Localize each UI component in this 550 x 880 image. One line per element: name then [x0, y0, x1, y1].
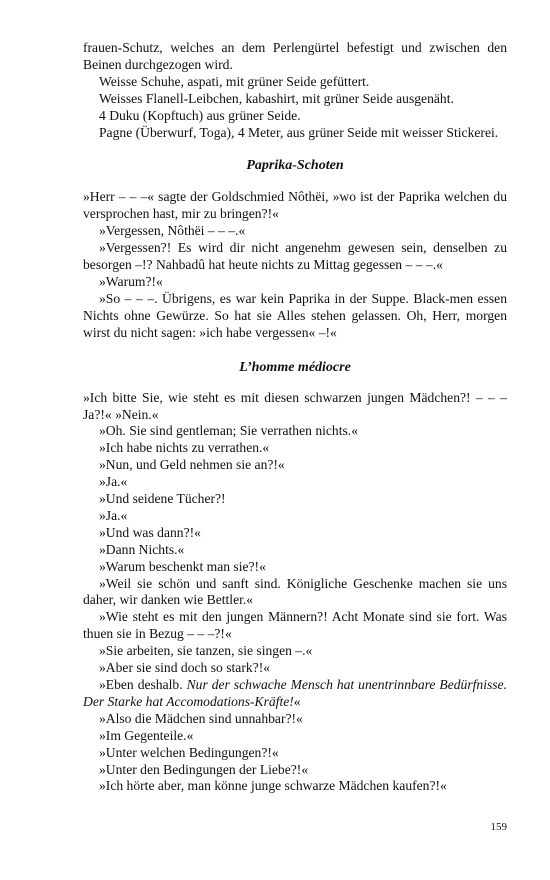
page-text [83, 40, 507, 795]
section2-paragraph: »Also die Mädchen sind unnahbar?!« [99, 710, 303, 726]
emphasis-italic: Nur der schwache Mensch hat unentrinnbare Bedürfnisse. Der Starke hat Accomodations-Kräfte! [83, 677, 507, 709]
section2-paragraph: »Nun, und Geld nehmen sie an?!« [99, 457, 285, 473]
section2-paragraph: »Ich hörte aber, man könne junge schwarze Mädchen kaufen?!« [99, 778, 447, 794]
section2-paragraph: »Ich bitte Sie, wie steht es mit diesen schwarzen jungen Mädchen?! – – – Ja?!« »Nein.« [83, 389, 507, 422]
section2-paragraph: »Warum beschenkt man sie?!« [99, 558, 266, 574]
page-number: 159 [490, 821, 507, 833]
section1-paragraph: »Warum?!« [99, 273, 163, 289]
section1-paragraph: »Vergessen, Nôthëi – – –.« [99, 223, 246, 239]
section2-paragraph: »Weil sie schön und sanft sind. Königliche Geschenke machen sie uns daher, wir danken wie Bettler.« [83, 575, 507, 608]
section1-paragraph: »Herr – – –« sagte der Goldschmied Nôthëi, »wo ist der Paprika welchen du versprochen hast, mir zu bringen?!« [83, 189, 507, 222]
section2-paragraph: »Unter den Bedingungen der Liebe?!« [99, 761, 309, 777]
intro-paragraph: Pagne (Überwurf, Toga), 4 Meter, aus grüner Seide mit weisser Stickerei. [99, 124, 499, 140]
section2-paragraph: »Ja.« [99, 507, 128, 523]
section2-paragraph: »Und seidene Tücher?! [99, 491, 226, 507]
section2-paragraph: »Sie arbeiten, sie tanzen, sie singen –.« [99, 643, 313, 659]
section2-paragraph: »Oh. Sie sind gentleman; Sie verrathen nichts.« [99, 423, 358, 439]
intro-paragraph: Weisse Schuhe, aspati, mit grüner Seide gefüttert. [99, 73, 370, 89]
emphasis-lead: »Eben deshalb. [99, 677, 187, 692]
intro-paragraph: frauen-Schutz, welches an dem Perlengürtel befestigt und zwischen den Beinen durchgezogen wird. [83, 40, 507, 72]
section2-emphasis-paragraph [83, 677, 507, 711]
section2-paragraph: »Aber sie sind doch so stark?!« [99, 660, 271, 676]
section2-paragraph: »Im Gegenteile.« [99, 727, 194, 743]
emphasis-tail: « [293, 693, 301, 709]
section2-paragraph: »Ich habe nichts zu verrathen.« [99, 440, 270, 456]
section2-paragraph: »Dann Nichts.« [99, 541, 185, 557]
section1-paragraph: »So – – –. Übrigens, es war kein Paprika in der Suppe. Black-men essen Nichts ohne Gewürze. So hat sie Alles stehen gelassen. Oh, Herr, morgen wirst du nicht sagen: »ich habe vergessen« –!« [83, 290, 507, 340]
section2-paragraph: »Unter welchen Bedingungen?!« [99, 744, 279, 760]
section2-paragraph: »Ja.« [99, 474, 128, 490]
section2-paragraph: »Und was dann?!« [99, 524, 201, 540]
intro-paragraph: Weisses Flanell-Leibchen, kabashirt, mit grüner Seide ausgenäht. [99, 90, 454, 106]
section2-paragraph: »Wie steht es mit den jungen Männern?! Acht Monate sind sie fort. Was thuen sie in Bezug – – –?!« [83, 609, 507, 642]
section-heading-paprika: Paprika-Schoten [246, 158, 344, 174]
intro-paragraph: 4 Duku (Kopftuch) aus grüner Seide. [99, 107, 301, 123]
section1-paragraph: »Vergessen?! Es wird dir nicht angenehm gewesen sein, denselben zu besorgen –!? Nahbadû hat heute nichts zu Mittag gegessen – – –.« [83, 240, 507, 273]
section-heading-homme-mediocre: L’homme médiocre [239, 359, 351, 375]
